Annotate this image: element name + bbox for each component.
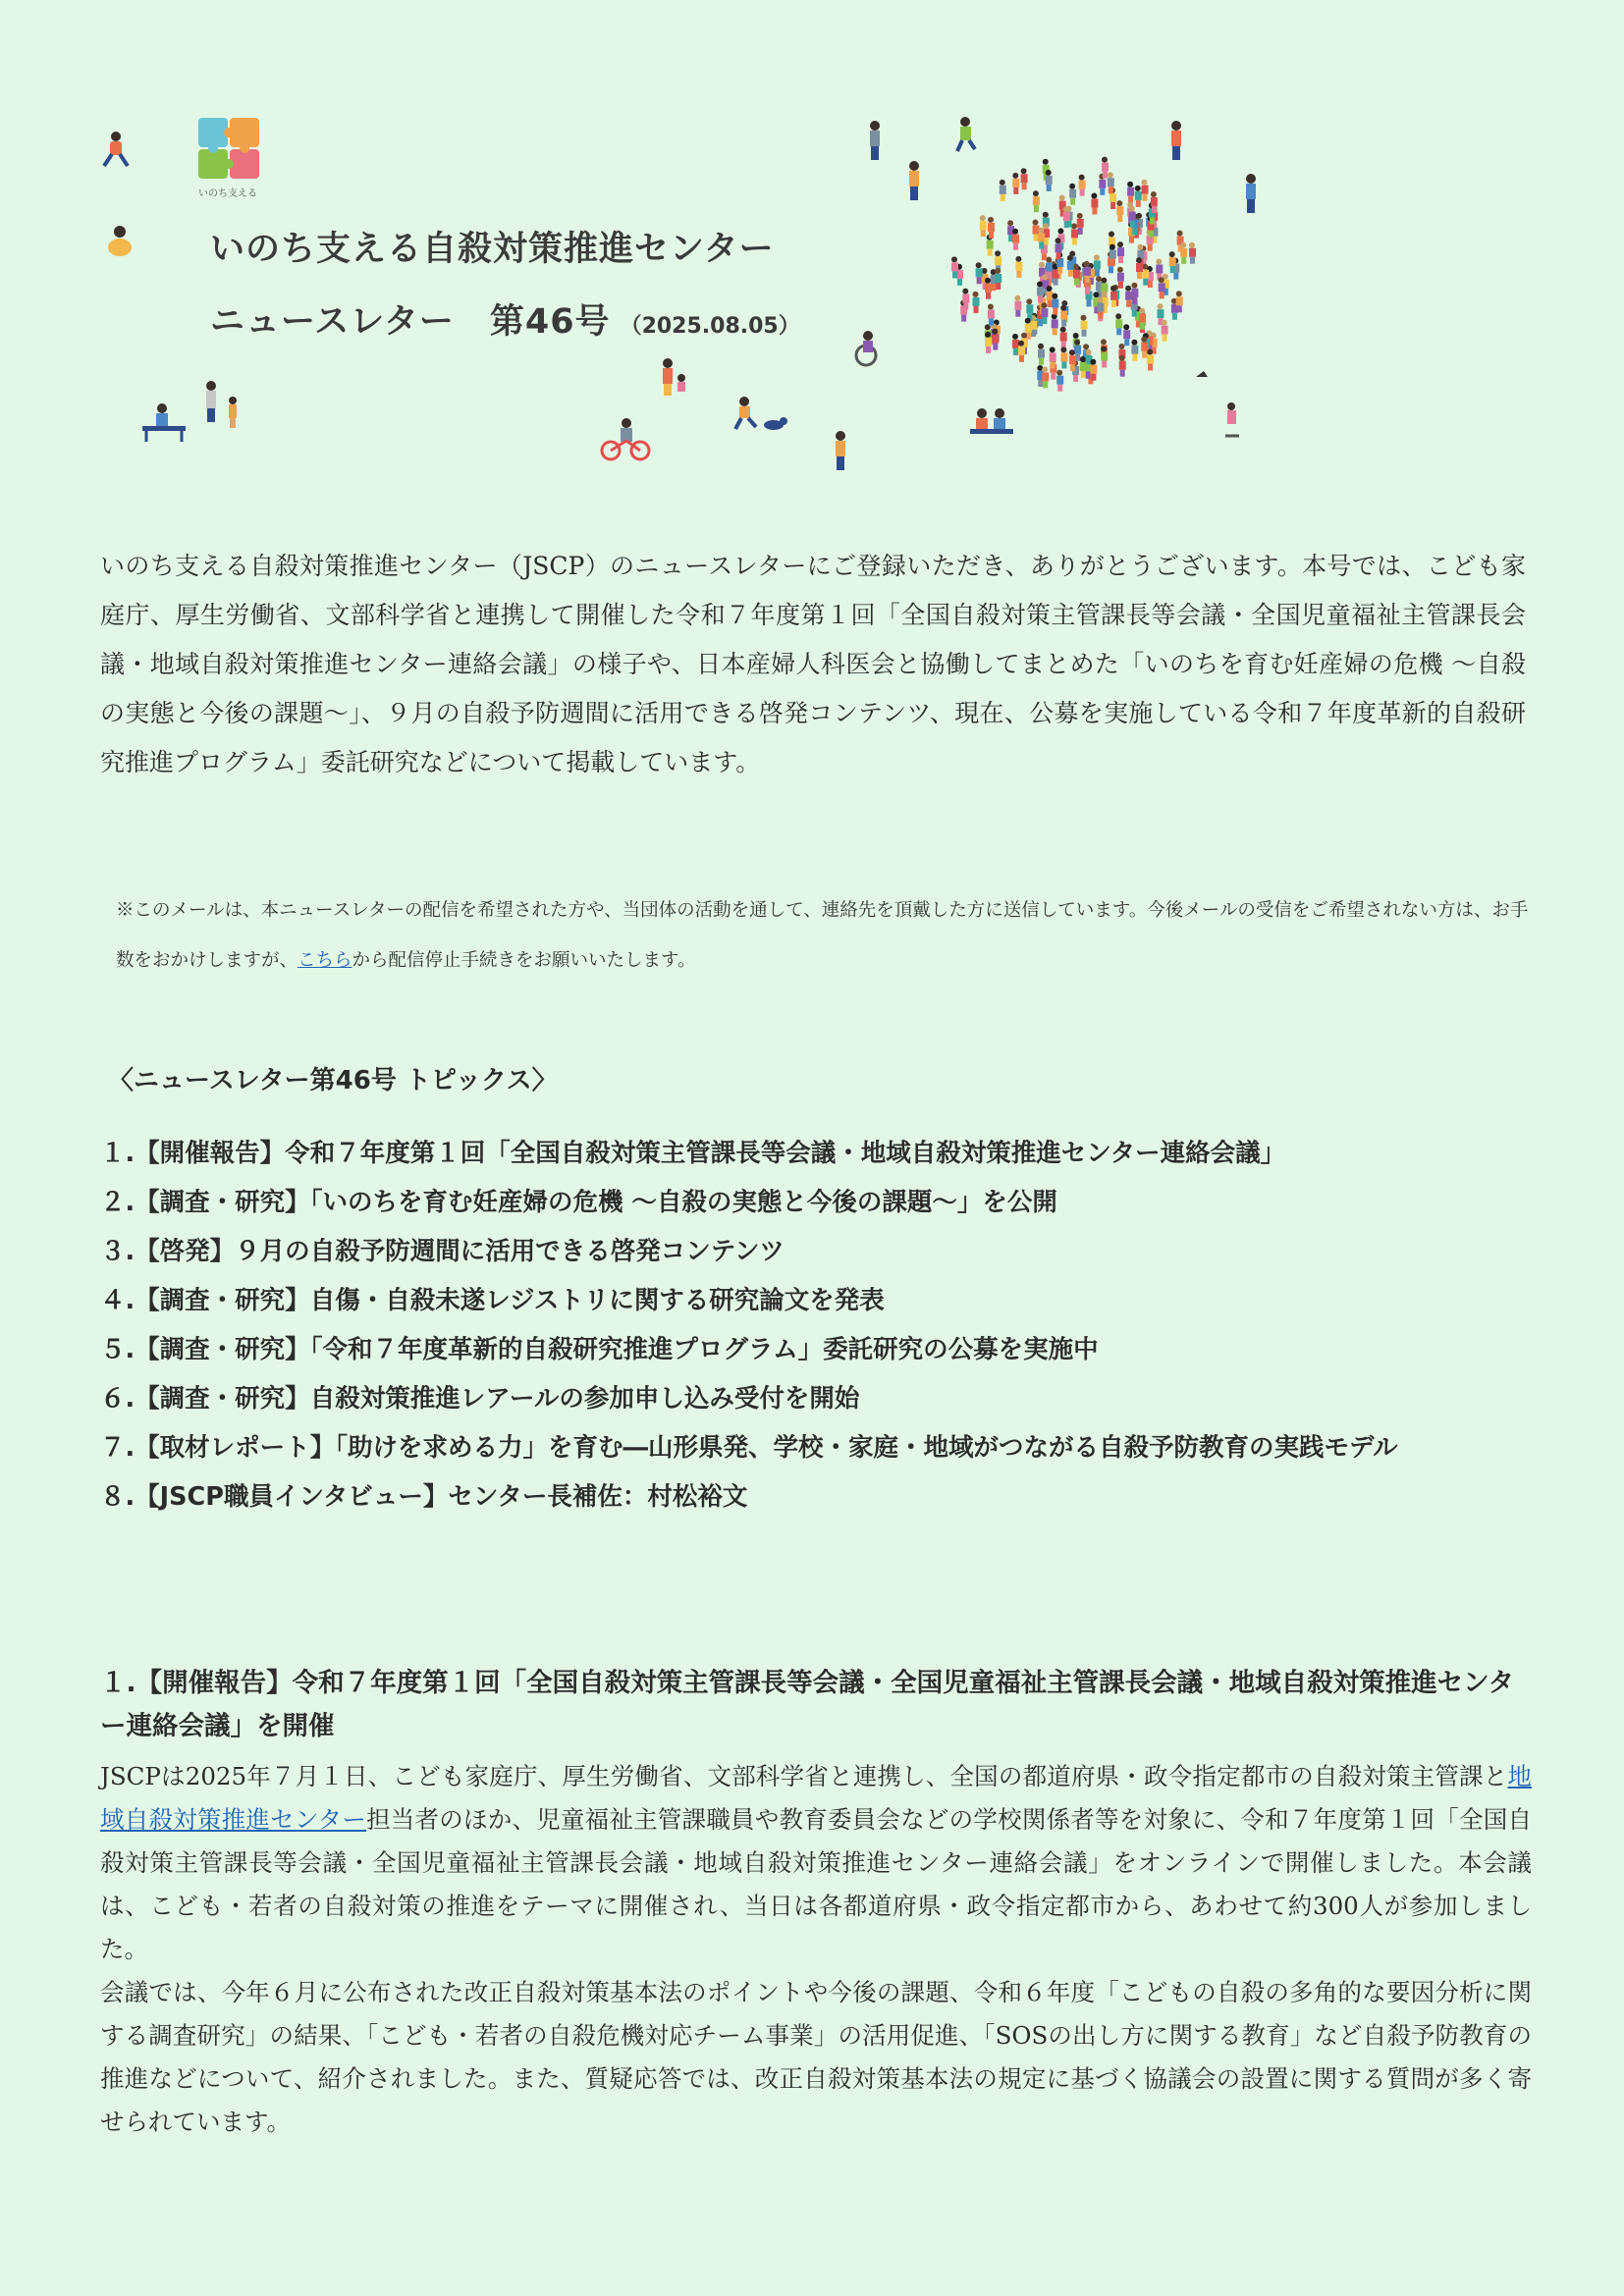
crowd-person-icon	[1091, 193, 1098, 215]
crowd-person-icon	[1050, 347, 1056, 368]
crowd-person-icon	[1141, 337, 1148, 358]
crowd-person-icon	[1046, 257, 1053, 279]
crowd-person-icon	[1156, 259, 1163, 281]
crowd-person-icon	[995, 268, 1001, 290]
crowd-person-icon	[1142, 180, 1149, 201]
logo-caption: いのち支える	[198, 188, 257, 199]
note-text-before: ※このメールは、本ニュースレターの配信を希望された方や、当団体の活動を通して、連絡先を頂戴した方に送信しています。今後メールの受信をご希望されない方は、お手数をおかけしますが、	[116, 900, 1529, 971]
intro-paragraph: いのち支える自殺対策推進センター（JSCP）のニュースレターにご登録いただき、ありがとうございます。本号では、こども家庭庁、厚生労働省、文部科学省と連携して開催した令和７年度第１回「全国自殺対策主管課長等会議・全国児童福祉主管課長会議・地域自殺対策推進センター連絡会議」の様子や、日本産婦人科医会と協働してまとめた「いのちを育む妊産婦の危機 ～自殺の実態と今後の課題～」、９月の自殺予防週間に活用できる啓発コンテンツ、現在、公募を実施している令和７年度革新的自殺研究推進プログラム」委託研究などについて掲載しています。	[100, 552, 1526, 776]
topics-list	[100, 1129, 1534, 1522]
note-text-after: から配信停止手続きをお願いいたします。	[352, 950, 696, 971]
crowd-person-icon	[1038, 344, 1045, 365]
regional-center-link[interactable]: 地域自殺対策推進センター	[100, 1762, 1532, 1834]
crowd-person-icon	[1052, 313, 1058, 335]
person-top-right-icon	[1171, 121, 1181, 160]
crowd-person-icon	[1026, 298, 1033, 320]
crowd-person-icon	[1136, 257, 1143, 279]
crowd-person-icon	[1180, 242, 1187, 264]
person-scooter-icon	[1225, 402, 1239, 436]
newsletter-title: いのち支える自殺対策推進センター	[210, 230, 775, 269]
mother-child-icon	[663, 358, 685, 396]
crowd-person-icon	[1041, 302, 1048, 324]
unsubscribe-link[interactable]: こちら	[298, 950, 352, 971]
crowd-person-icon	[1131, 283, 1138, 304]
crowd-person-icon	[1021, 168, 1028, 189]
crowd-person-icon	[1056, 370, 1063, 392]
issue-number: ニュースレター 第46号	[210, 302, 611, 342]
crowd-person-icon	[1014, 295, 1021, 317]
crowd-person-icon	[1084, 261, 1091, 283]
crowd-person-icon	[1110, 244, 1116, 266]
crowd-person-icon	[1135, 186, 1142, 207]
topic-item-4[interactable]: ４.【調査・研究】自傷・自殺未遂レジストリに関する研究論文を発表	[100, 1286, 885, 1315]
topic-item-1[interactable]: １.【開催報告】令和７年度第１回「全国自殺対策主管課長等会議・地域自殺対策推進センター連絡会議」	[100, 1139, 1286, 1168]
crowd-person-icon	[951, 256, 958, 278]
sitting-bench-right-icon	[970, 408, 1013, 434]
crowd-person-icon	[1108, 172, 1114, 193]
crowd-person-icon	[1119, 355, 1126, 377]
crowd-person-icon	[1189, 242, 1196, 264]
crowd-person-icon	[1142, 264, 1149, 286]
jogger-dog-icon	[735, 397, 787, 430]
crowd-person-icon	[1123, 324, 1130, 346]
walking-person-icon	[836, 431, 845, 470]
crowd-person-icon	[1080, 356, 1087, 378]
crowd-person-icon	[1125, 286, 1132, 307]
crowd-person-icon	[1151, 191, 1158, 213]
issue-date: （2025.08.05）	[620, 314, 800, 339]
crowd-person-icon	[976, 262, 983, 284]
crowd-person-icon	[1018, 341, 1025, 362]
crowd-person-icon	[985, 332, 992, 353]
bench-people-icon	[142, 403, 186, 442]
crowd-person-icon	[1139, 308, 1146, 330]
crowd-person-icon	[962, 289, 969, 310]
crowd-person-icon	[1052, 294, 1058, 315]
crowd-person-icon	[1069, 349, 1076, 371]
crowd-person-icon	[1159, 277, 1165, 298]
crowd-person-icon	[985, 278, 992, 299]
crowd-person-icon	[1162, 320, 1168, 342]
section1-body	[100, 1755, 1532, 2144]
crowd-person-icon	[1038, 228, 1045, 249]
crowd-person-icon	[1116, 200, 1123, 222]
crowd-person-icon	[1110, 286, 1117, 307]
crowd-person-icon	[980, 215, 987, 237]
topic-item-6[interactable]: ６.【調査・研究】自殺対策推進レアールの参加申し込み受付を開始	[100, 1384, 860, 1414]
section1-p1-after: 担当者のほか、児童福祉主管課職員や教育委員会などの学校関係者等を対象に、令和７年度第１回「全国自殺対策主管課長等会議・全国児童福祉主管課長会議・地域自殺対策推進センター連絡会議」をオンラインで開催しました。本会議は、こども・若者の自殺対策の推進をテーマに開催され、当日は各都道府県・政令指定都市から、あわせて約300人が参加しました。	[100, 1805, 1532, 1963]
crowd-person-icon	[1129, 206, 1136, 228]
crowd-person-icon	[1060, 347, 1067, 368]
crowd-person-icon	[1117, 267, 1124, 289]
topics-heading: 〈ニュースレター第46号 トピックス〉	[108, 1066, 558, 1095]
crowd-person-icon	[1046, 170, 1053, 191]
crowd-person-icon	[1012, 334, 1019, 355]
crowd-person-icon	[1077, 213, 1084, 235]
crowd-icon	[951, 157, 1196, 392]
people-illustration	[0, 0, 1624, 491]
crowd-person-icon	[988, 217, 995, 239]
crowd-person-icon	[1067, 255, 1074, 277]
crowd-person-icon	[1015, 256, 1022, 278]
topic-item-2[interactable]: ２.【調査・研究】「いのちを育む妊産婦の危機 ～自殺の実態と今後の課題～」を公開	[100, 1188, 1057, 1217]
section1-p1-before: JSCPは2025年７月１日、こども家庭庁、厚生労働省、文部科学省と連携し、全国の都道府県・政令指定都市の自殺対策主管課と	[100, 1762, 1508, 1790]
crowd-person-icon	[1000, 180, 1006, 201]
crowd-person-icon	[973, 292, 980, 313]
crowd-person-icon	[1115, 313, 1122, 335]
section1-paragraph-1	[100, 1755, 1532, 1971]
crowd-person-icon	[1060, 327, 1067, 348]
crowd-person-icon	[1081, 315, 1088, 337]
crowd-person-icon	[1063, 206, 1070, 228]
jumping-person-icon	[957, 117, 975, 151]
crowd-person-icon	[1127, 182, 1134, 203]
person-upper-mid-icon	[870, 121, 880, 160]
unsubscribe-note	[116, 885, 1530, 986]
crowd-person-icon	[1090, 359, 1097, 381]
crowd-person-icon	[1131, 340, 1138, 361]
crowd-person-icon	[1176, 291, 1183, 312]
section1-title: １.【開催報告】令和７年度第１回「全国自殺対策主管課長等会議・全国児童福祉主管課長会議・地域自殺対策推進センター連絡会議」を開催	[100, 1668, 1515, 1741]
standing-people-icon	[206, 381, 237, 428]
crowd-person-icon	[1012, 173, 1019, 194]
sitting-person-icon	[108, 226, 132, 256]
wheelchair-icon	[856, 331, 876, 365]
topic-item-5[interactable]: ５.【調査・研究】「令和７年度革新的自殺研究推進プログラム」委託研究の公募を実施中	[100, 1335, 1099, 1364]
person-mid-left-icon	[909, 161, 919, 200]
topic-item-3[interactable]: ３.【啓発】９月の自殺予防週間に活用できる啓発コンテンツ	[100, 1237, 785, 1266]
crowd-person-icon	[1094, 254, 1101, 276]
person-far-right-icon	[1246, 174, 1256, 213]
topic-item-8[interactable]: ８.【JSCP職員インタビュー】センター長補佐：村松裕文	[100, 1482, 748, 1512]
crowd-person-icon	[1147, 349, 1154, 371]
crowd-person-icon	[1101, 347, 1108, 368]
crowd-person-icon	[1060, 305, 1067, 327]
crowd-person-icon	[1012, 229, 1019, 250]
crowd-person-icon	[1169, 251, 1176, 273]
crowd-person-icon	[1056, 238, 1062, 259]
crowd-person-icon	[1069, 184, 1076, 205]
crowd-person-icon	[988, 304, 995, 326]
cyclist-icon	[602, 418, 649, 459]
crowd-person-icon	[1073, 264, 1080, 286]
crowd-person-icon	[1117, 241, 1124, 263]
section1-paragraph-2: 会議では、今年６月に公布された改正自殺対策基本法のポイントや今後の課題、令和６年度「こどもの自殺の多角的な要因分析に関する調査研究」の結果、「こども・若者の自殺危機対応チーム事業」の活用促進、「SOSの出し方に関する教育」など自殺予防教育の推進などについて、紹介されました。また、質疑応答では、改正自殺対策基本法の規定に基づく協議会の設置に関する質問が多く寄せられています。	[100, 1978, 1532, 2136]
topic-item-7[interactable]: ７.【取材レポート】「助けを求める力」を育む―山形県発、学校・家庭・地域がつながる自殺予防教育の実践モデル	[100, 1433, 1398, 1463]
crowd-person-icon	[1033, 190, 1040, 212]
crowd-person-icon	[1037, 282, 1044, 303]
crowd-person-icon	[992, 329, 999, 350]
crowd-person-icon	[1079, 175, 1086, 196]
crowd-person-icon	[1042, 366, 1049, 388]
bird-icon	[1196, 371, 1208, 377]
runner-figure-icon	[104, 132, 128, 166]
crowd-person-icon	[1097, 297, 1104, 319]
